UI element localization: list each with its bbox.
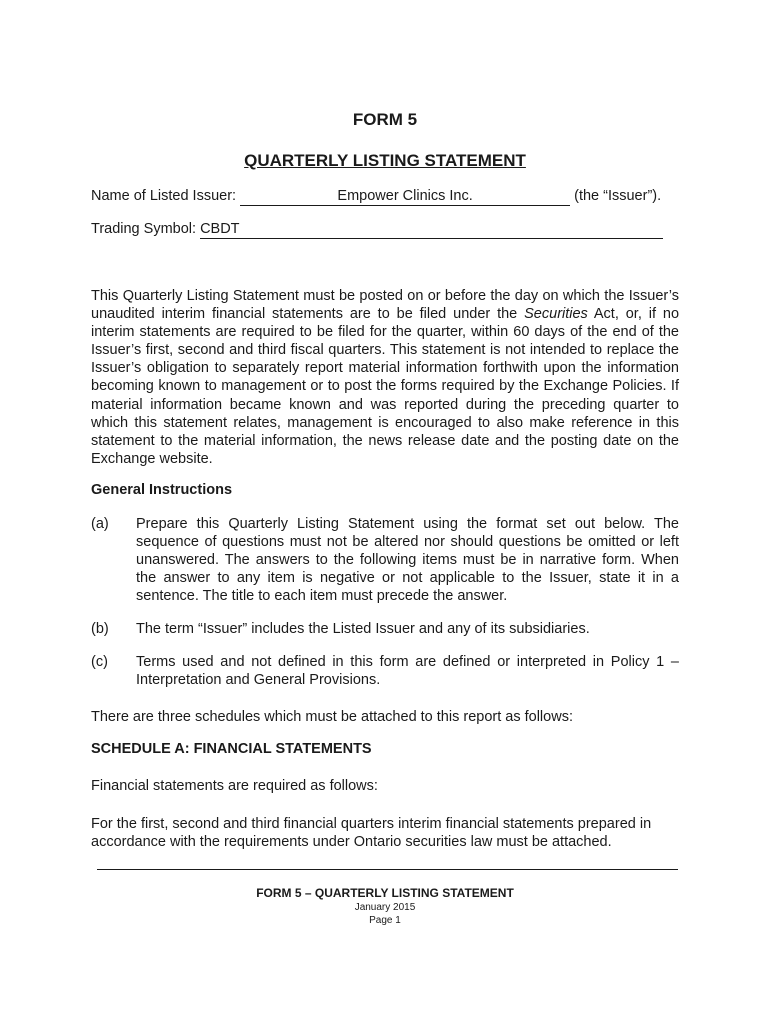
instruction-item (91, 653, 679, 689)
intro-part-2: Act, or, if no interim statements are required to be filed for the quarter, within 60 days of the end of the Issuer’s first, second and third fiscal quarters. This statement is not intended to replace the Issuer’s obligation to separately report material information forthwith upon the information becoming known to management or to post the forms required by the Exchange Policies. If material information became known and was reported during the preceding quarter to which this statement relates, management is encouraged to also make reference in this statement to the material information, the news release date and the posting date on the Exchange website. (91, 306, 680, 467)
footer-divider (97, 869, 678, 870)
instruction-marker: (c) (91, 654, 108, 670)
instruction-item (91, 620, 679, 638)
intro-part-1: This Quarterly Listing Statement must be posted on or before the day on which the Issuer’s unaudited interim financial statements are to be filed under the (91, 288, 679, 323)
financial-statements-detail: For the first, second and third financial quarters interim financial statements prepared in accordance with the requirements under Ontario securities law must be attached. (91, 816, 652, 851)
instruction-text: The term “Issuer” includes the Listed Issuer and any of its subsidiaries. (136, 621, 590, 637)
trading-symbol-line (91, 221, 663, 239)
general-instructions-heading: General Instructions (91, 482, 233, 498)
trading-symbol-label: Trading Symbol: (91, 221, 201, 237)
issuer-name-field: Empower Clinics Inc. (240, 188, 570, 206)
financial-statements-required: Financial statements are required as follows: (91, 778, 378, 794)
issuer-name-line (91, 188, 661, 206)
instruction-text: Prepare this Quarterly Listing Statement using the format set out below. The sequence of questions must not be altered nor should questions be omitted or left unanswered. The answers to the following items must be in narrative form. When the answer to any item is negative or not applicable to the Issuer, state it in a sentence. The title to each item must precede the answer. (136, 516, 679, 605)
form-label: FORM 5 (352, 110, 418, 129)
footer-title: FORM 5 – QUARTERLY LISTING STATEMENT (256, 886, 514, 900)
instruction-marker: (b) (91, 621, 109, 637)
instruction-item (91, 515, 679, 605)
issuer-name-label: Name of Listed Issuer: (91, 188, 241, 204)
trading-symbol-field: CBDT (200, 221, 663, 239)
intro-paragraph (91, 287, 679, 468)
instruction-marker: (a) (91, 516, 109, 532)
intro-securities-italic: Securities (524, 306, 588, 323)
issuer-name-suffix: (the “Issuer”). (570, 188, 662, 204)
schedule-a-heading: SCHEDULE A: FINANCIAL STATEMENTS (91, 741, 372, 757)
footer-date: January 2015 (354, 902, 416, 913)
page-title: QUARTERLY LISTING STATEMENT (244, 151, 526, 170)
schedules-paragraph: There are three schedules which must be attached to this report as follows: (91, 709, 573, 725)
footer-page-number: Page 1 (369, 915, 401, 926)
instruction-text: Terms used and not defined in this form are defined or interpreted in Policy 1 – Interpretation and General Provisions. (136, 654, 679, 689)
